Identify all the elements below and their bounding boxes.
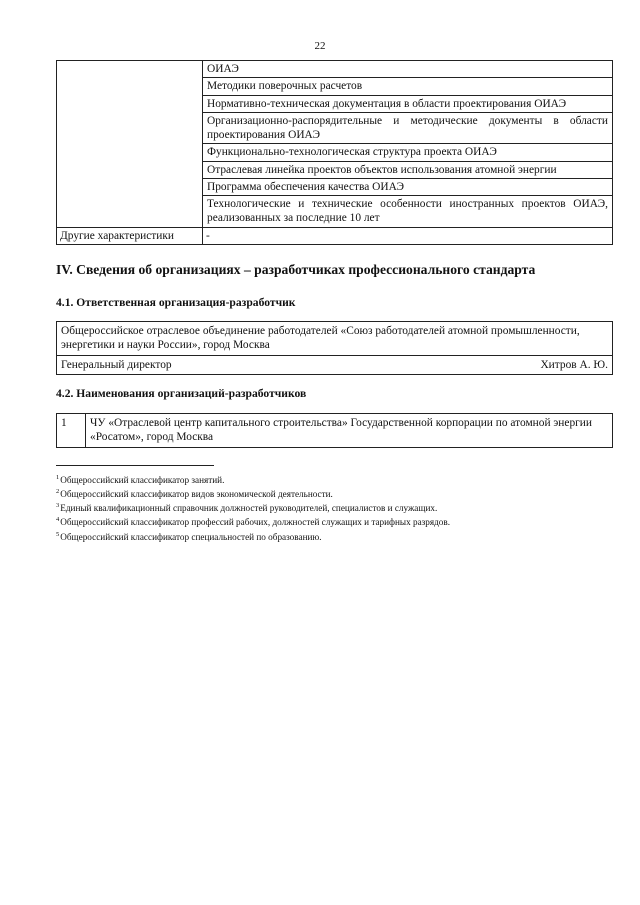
footnote: $^2$Общероссийский классификатор видов экономической деятельности.: [56, 488, 333, 500]
requirement-item: Организационно-распорядительные и методические документы в области проектирования ОИАЭ: [203, 112, 612, 144]
page-number: 22: [314, 40, 326, 52]
footnote: $^3$Единый квалификационный справочник должностей руководителей, специалистов и служащих.: [56, 502, 438, 514]
other-characteristics-label: Другие характеристики: [57, 227, 203, 244]
requirements-table: [56, 60, 613, 245]
requirement-item: ОИАЭ: [207, 63, 239, 75]
footnote: $^4$Общероссийский классификатор профессий рабочих, должностей служащих и тарифных разрядов.: [56, 516, 451, 528]
responsible-org-name: Общероссийское отраслевое объединение работодателей «Союз работодателей атомной промышленности, энергетики и науки России», город Москва: [57, 322, 613, 356]
other-characteristics-value: -: [203, 227, 613, 244]
footnote: $^1$Общероссийский классификатор занятий.: [56, 474, 225, 486]
requirement-item: Программа обеспечения качества ОИАЭ: [203, 178, 612, 195]
requirement-item: Отраслевая линейка проектов объектов использования атомной энергии: [203, 161, 612, 178]
footnote: $^5$Общероссийский классификатор специальностей по образованию.: [56, 530, 322, 542]
responsible-org-heading: 4.1. Ответственная организация-разработчик: [56, 296, 296, 309]
table-row: [57, 414, 613, 448]
requirements-left-cell: [57, 61, 203, 228]
developer-orgs-table: [56, 413, 613, 448]
footnote-separator: [56, 465, 214, 466]
requirement-item: Методики поверочных расчетов: [203, 77, 612, 94]
developer-org-name: ЧУ «Отраслевой центр капитального строительства» Государственной корпорации по атомной энергии «Росатом», город Москва: [86, 414, 613, 448]
responsible-org-table: [56, 321, 613, 375]
signer-role: Генеральный директор: [61, 358, 172, 371]
section-title: IV. Сведения об организациях – разработчиках профессионального стандарта: [56, 262, 536, 277]
requirement-item: Технологические и технические особенности иностранных проектов ОИАЭ, реализованных за последние 10 лет: [203, 195, 612, 227]
signer-name: Хитров А. Ю.: [540, 358, 608, 371]
developer-orgs-heading: 4.2. Наименования организаций-разработчиков: [56, 387, 307, 400]
footnotes: [56, 473, 616, 544]
developer-org-number: 1: [57, 414, 86, 448]
requirement-item: Нормативно-техническая документация в области проектирования ОИАЭ: [203, 95, 612, 112]
requirement-item: Функционально-технологическая структура проекта ОИАЭ: [203, 143, 612, 160]
requirements-list-cell: [203, 61, 613, 228]
responsible-org-signer-cell: [57, 355, 613, 374]
